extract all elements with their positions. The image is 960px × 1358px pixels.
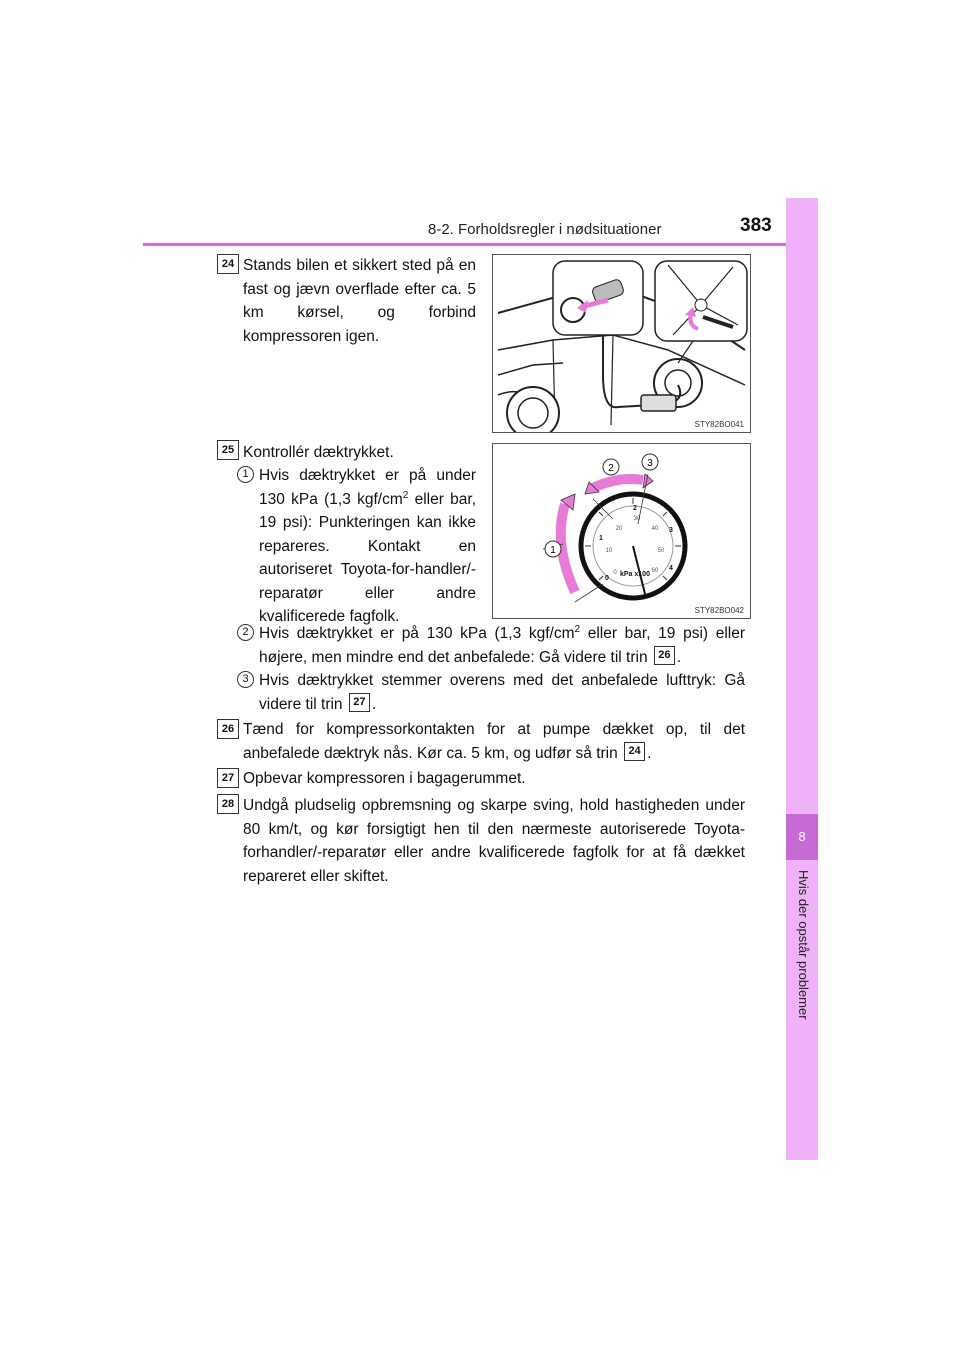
sub-item-3-text: Hvis dæktrykket stemmer overens med det anbefalede lufttryk: Gå videre til trin 27 . [259, 672, 745, 713]
gauge-outer-1: 1 [599, 535, 603, 542]
sub-item-2-text: Hvis dæktrykket er på 130 kPa (1,3 kgf/$cm^2$ eller bar, 19 psi) eller højere, men mindre end det anbefalede: Gå videre til trin 26 . [259, 623, 746, 666]
page-number: 383 [740, 215, 772, 236]
step-ref-24[interactable]: 24 [624, 742, 645, 761]
header-rule [143, 243, 786, 246]
sub-item-number-3: 3 [237, 671, 254, 688]
step-26-text: Tænd for kompressorkontakten for at pumpe dækket op, til det anbefalede dæktryk nås. Kør ca. 5 km, og udfør så trin 24 . [243, 721, 745, 762]
gauge-inner-20: 20 [615, 526, 623, 532]
step-ref-26[interactable]: 26 [654, 646, 675, 665]
step-27-text: Opbevar kompressoren i bagagerummet. [243, 770, 526, 787]
sub-item-1-text: Hvis dæktrykket er på under 130 kPa (1,3 kgf/$cm^2$ eller bar, 19 psi): Punkteringen kan ikke repareres. Kontakt en autoriseret Toyota-for-handler/-reparatør eller andre kvalificerede fagfolk. [259, 467, 476, 625]
gauge-inner-0: 0 [613, 570, 617, 576]
step-badge-28: 28 [217, 794, 239, 814]
step-24-text: Stands bilen et sikkert sted på en fast og jævn overflade efter ca. 5 km kørsel, og forbind kompressoren igen. [243, 257, 476, 345]
svg-text:1: 1 [550, 545, 556, 556]
gauge-inner-50: 50 [657, 548, 665, 554]
gauge-unit: kPa x100 [620, 571, 650, 578]
sub-item-number-2: 2 [237, 624, 254, 641]
chapter-label: Hvis der opstår problemer [796, 870, 811, 1020]
pressure-gauge-illustration [493, 444, 750, 618]
pressure-gauge-figure [492, 443, 751, 619]
gauge-outer-2: 2 [633, 505, 637, 512]
gauge-inner-60: 60 [651, 568, 659, 574]
car-compressor-illustration [493, 255, 750, 432]
step-badge-25: 25 [217, 440, 239, 460]
svg-text:2: 2 [608, 463, 614, 474]
sub-item-number-1: 1 [237, 466, 254, 483]
figure-caption: STY82BO041 [694, 420, 744, 429]
step-badge-26: 26 [217, 719, 239, 739]
chapter-number: 8 [798, 829, 806, 844]
gauge-outer-4: 4 [669, 565, 673, 572]
gauge-outer-0: 0 [605, 575, 609, 582]
step-25-text: Kontrollér dæktrykket. [243, 444, 394, 461]
step-28-text: Undgå pludselig opbremsning og skarpe sving, hold hastigheden under 80 km/t, og kør forsigtigt hen til den nærmeste autoriserede Toyota-forhandler/-reparatør eller andre kvalificerede fagfolk for at få dækket repareret eller skiftet. [243, 797, 745, 885]
section-title: 8-2. Forholdsregler i nødsituationer [428, 221, 662, 238]
figure-caption: STY82BO042 [694, 606, 744, 615]
gauge-inner-10: 10 [605, 548, 613, 554]
compressor-connection-figure [492, 254, 751, 433]
step-ref-27[interactable]: 27 [349, 693, 370, 712]
gauge-inner-40: 40 [651, 526, 659, 532]
step-badge-27: 27 [217, 768, 239, 788]
gauge-inner-30: 30 [633, 516, 641, 522]
svg-text:3: 3 [647, 458, 653, 469]
step-badge-24: 24 [217, 254, 239, 274]
gauge-outer-3: 3 [669, 527, 673, 534]
